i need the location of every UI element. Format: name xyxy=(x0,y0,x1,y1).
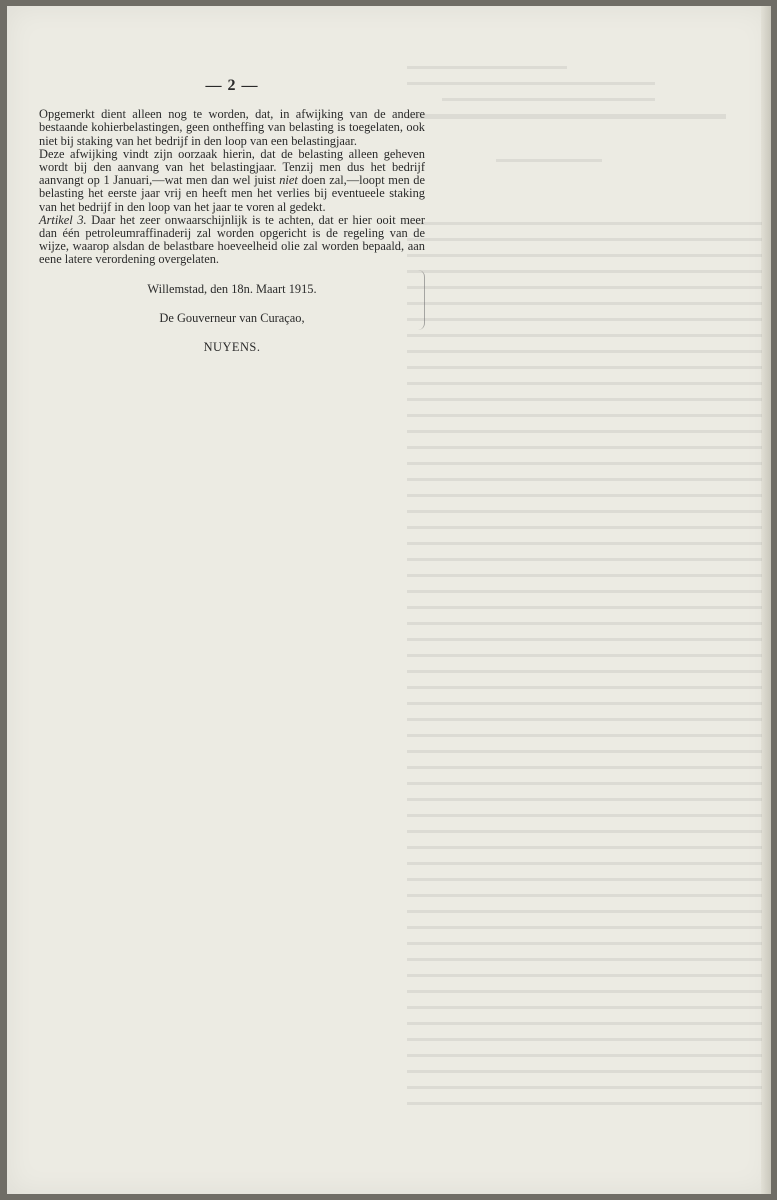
signature-block xyxy=(39,283,425,355)
bleed-through xyxy=(407,66,762,1116)
paragraph-2-italic: niet xyxy=(279,173,298,188)
paragraph-2 xyxy=(39,148,425,214)
page-number: — 2 — xyxy=(205,77,259,94)
document-page xyxy=(7,6,771,1194)
paragraph-1: Opgemerkt dient alleen nog te worden, dat, in afwijking van de andere bestaande kohierbelastingen, geen ontheffing van belasting is toegelaten, ook niet bij staking van het bedrijf in den loop van een belastingjaar. xyxy=(39,107,425,148)
paragraph-2-text-a: Deze afwijking vindt zijn oorzaak hierin, dat de belasting alleen geheven wordt bij den aanvang van het belastingjaar. Tenzij men dus het bedrijf aanvangt op 1 Januari,—wat men dan wel juist xyxy=(39,146,425,188)
paragraph-2-text-b: doen zal,—loopt men de belasting het eerste jaar vrij en heeft men het verlies bij eventueele staking van het bedrijf in den loop van het jaar te voren al gedekt. xyxy=(39,173,425,214)
article-3-paragraph xyxy=(39,214,425,267)
article-label: Artikel 3. xyxy=(39,212,87,227)
signatory-name: NUYENS. xyxy=(203,340,261,355)
signatory-title: De Gouverneur van Curaçao, xyxy=(159,310,305,325)
article-text: Daar het zeer onwaarschijnlijk is te achten, dat er hier ooit meer dan één petroleumraffinaderij zal worden opgericht is de regeling van de wijze, waarop alsdan de belastbare hoeveelheid olie zal worden bepaald, aan eene latere verordening overgelaten. xyxy=(39,212,426,267)
document-body xyxy=(39,79,425,370)
page-edge xyxy=(761,6,771,1194)
place-date: Willemstad, den 18n. Maart 1915. xyxy=(147,281,317,296)
